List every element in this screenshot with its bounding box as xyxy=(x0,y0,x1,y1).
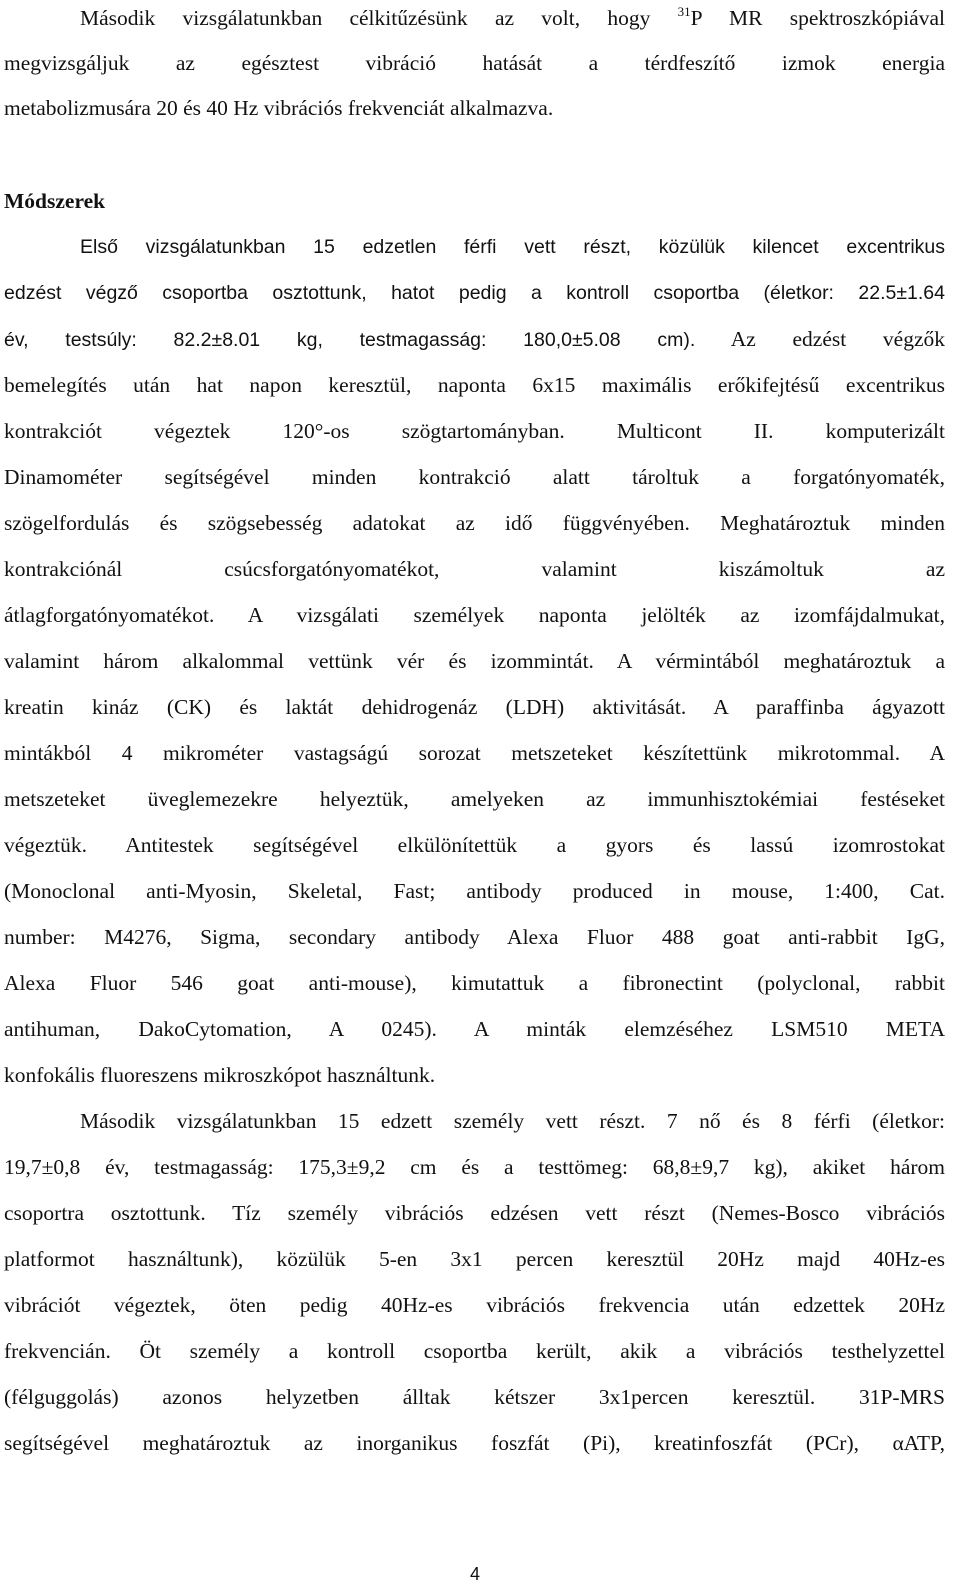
paragraph-2-line-18: antihuman, DakoCytomation, A 0245). A minták elemzéséhez LSM510 META xyxy=(4,1017,945,1041)
paragraph-2-line-3: év, testsúly: 82.2±8.01 kg, testmagasság: 180,0±5.08 cm). Az edzést végzők xyxy=(4,327,945,351)
paragraph-2-line-2: edzést végző csoportba osztottunk, hatot pedig a kontroll csoportba (életkor: 22.5±1.64 xyxy=(4,282,945,304)
paragraph-3-line-2: 19,7±0,8 év, testmagasság: 175,3±9,2 cm és a testtömeg: 68,8±9,7 kg), akiket három xyxy=(4,1155,945,1179)
paragraph-3-line-1: Második vizsgálatunkban 15 edzett személy vett részt. 7 nő és 8 férfi (életkor: xyxy=(80,1109,945,1133)
paragraph-3-line-3: csoportra osztottunk. Tíz személy vibrációs edzésen vett részt (Nemes-Bosco vibrációs xyxy=(4,1201,945,1225)
paragraph-2-line-19: konfokális fluoreszens mikroszkópot használtunk. xyxy=(4,1063,436,1087)
paragraph-3-line-6: frekvencián. Öt személy a kontroll csoportba került, akik a vibrációs testhelyzettel xyxy=(4,1339,945,1363)
paragraph-2-line-11: kreatin kináz (CK) és laktát dehidrogenáz (LDH) aktivitását. A paraffinba ágyazott xyxy=(4,695,945,719)
paragraph-1-line-3: metabolizmusára 20 és 40 Hz vibrációs frekvenciát alkalmazva. xyxy=(4,96,554,120)
paragraph-2-line-6: Dinamométer segítségével minden kontrakció alatt tároltuk a forgatónyomaték, xyxy=(4,465,945,489)
paragraph-2-line-12: mintákból 4 mikrométer vastagságú sorozat metszeteket készítettünk mikrotommal. A xyxy=(4,741,945,765)
paragraph-3-line-5: vibrációt végeztek, öten pedig 40Hz-es vibrációs frekvencia után edzettek 20Hz xyxy=(4,1293,945,1317)
paragraph-2-line-10: valamint három alkalommal vettünk vér és izommintát. A vérmintából meghatároztuk a xyxy=(4,649,945,673)
paragraph-1-line-1: Második vizsgálatunkban célkitűzésünk az volt, hogy $^{31}$P MR spektroszkópiával xyxy=(80,4,945,30)
paragraph-2-line-9: átlagforgatónyomatékot. A vizsgálati személyek naponta jelölték az izomfájdalmukat, xyxy=(4,603,945,627)
paragraph-2-line-16: number: M4276, Sigma, secondary antibody Alexa Fluor 488 goat anti-rabbit IgG, xyxy=(4,925,945,949)
paragraph-2-line-7: szögelfordulás és szögsebesség adatokat az idő függvényében. Meghatároztuk minden xyxy=(4,511,945,535)
paragraph-2-line-1: Első vizsgálatunkban 15 edzetlen férfi vett részt, közülük kilencet excentrikus xyxy=(80,236,945,258)
paragraph-2-line-8: kontrakciónál csúcsforgatónyomatékot, valamint kiszámoltuk az xyxy=(4,557,945,581)
paragraph-2-line-5: kontrakciót végeztek 120°-os szögtartományban. Multicont II. komputerizált xyxy=(4,419,945,443)
superscript-31: 31 xyxy=(677,4,691,19)
paragraph-2-line-13: metszeteket üveglemezekre helyeztük, amelyeken az immunhisztokémiai festéseket xyxy=(4,787,945,811)
paragraph-3-line-8: segítségével meghatároztuk az inorganikus foszfát (Pi), kreatinfoszfát (PCr), αATP, xyxy=(4,1431,945,1455)
page-number: 4 xyxy=(469,1564,480,1584)
paragraph-2-line-14: végeztük. Antitestek segítségével elkülönítettük a gyors és lassú izomrostokat xyxy=(4,833,945,857)
paragraph-2-line-4: bemelegítés után hat napon keresztül, naponta 6x15 maximális erőkifejtésű excentrikus xyxy=(4,373,945,397)
paragraph-2-line-17: Alexa Fluor 546 goat anti-mouse), kimutattuk a fibronectint (polyclonal, rabbit xyxy=(4,971,945,995)
paragraph-3-line-7: (félguggolás) azonos helyzetben álltak kétszer 3x1percen keresztül. 31P-MRS xyxy=(4,1385,945,1409)
paragraph-2-line-15: (Monoclonal anti-Myosin, Skeletal, Fast; antibody produced in mouse, 1:400, Cat. xyxy=(4,879,945,903)
paragraph-1-line-2: megvizsgáljuk az egésztest vibráció hatását a térdfeszítő izmok energia xyxy=(4,51,945,75)
section-heading-methods: Módszerek xyxy=(4,189,106,213)
paragraph-3-line-4: platformot használtunk), közülük 5-en 3x1 percen keresztül 20Hz majd 40Hz-es xyxy=(4,1247,945,1271)
